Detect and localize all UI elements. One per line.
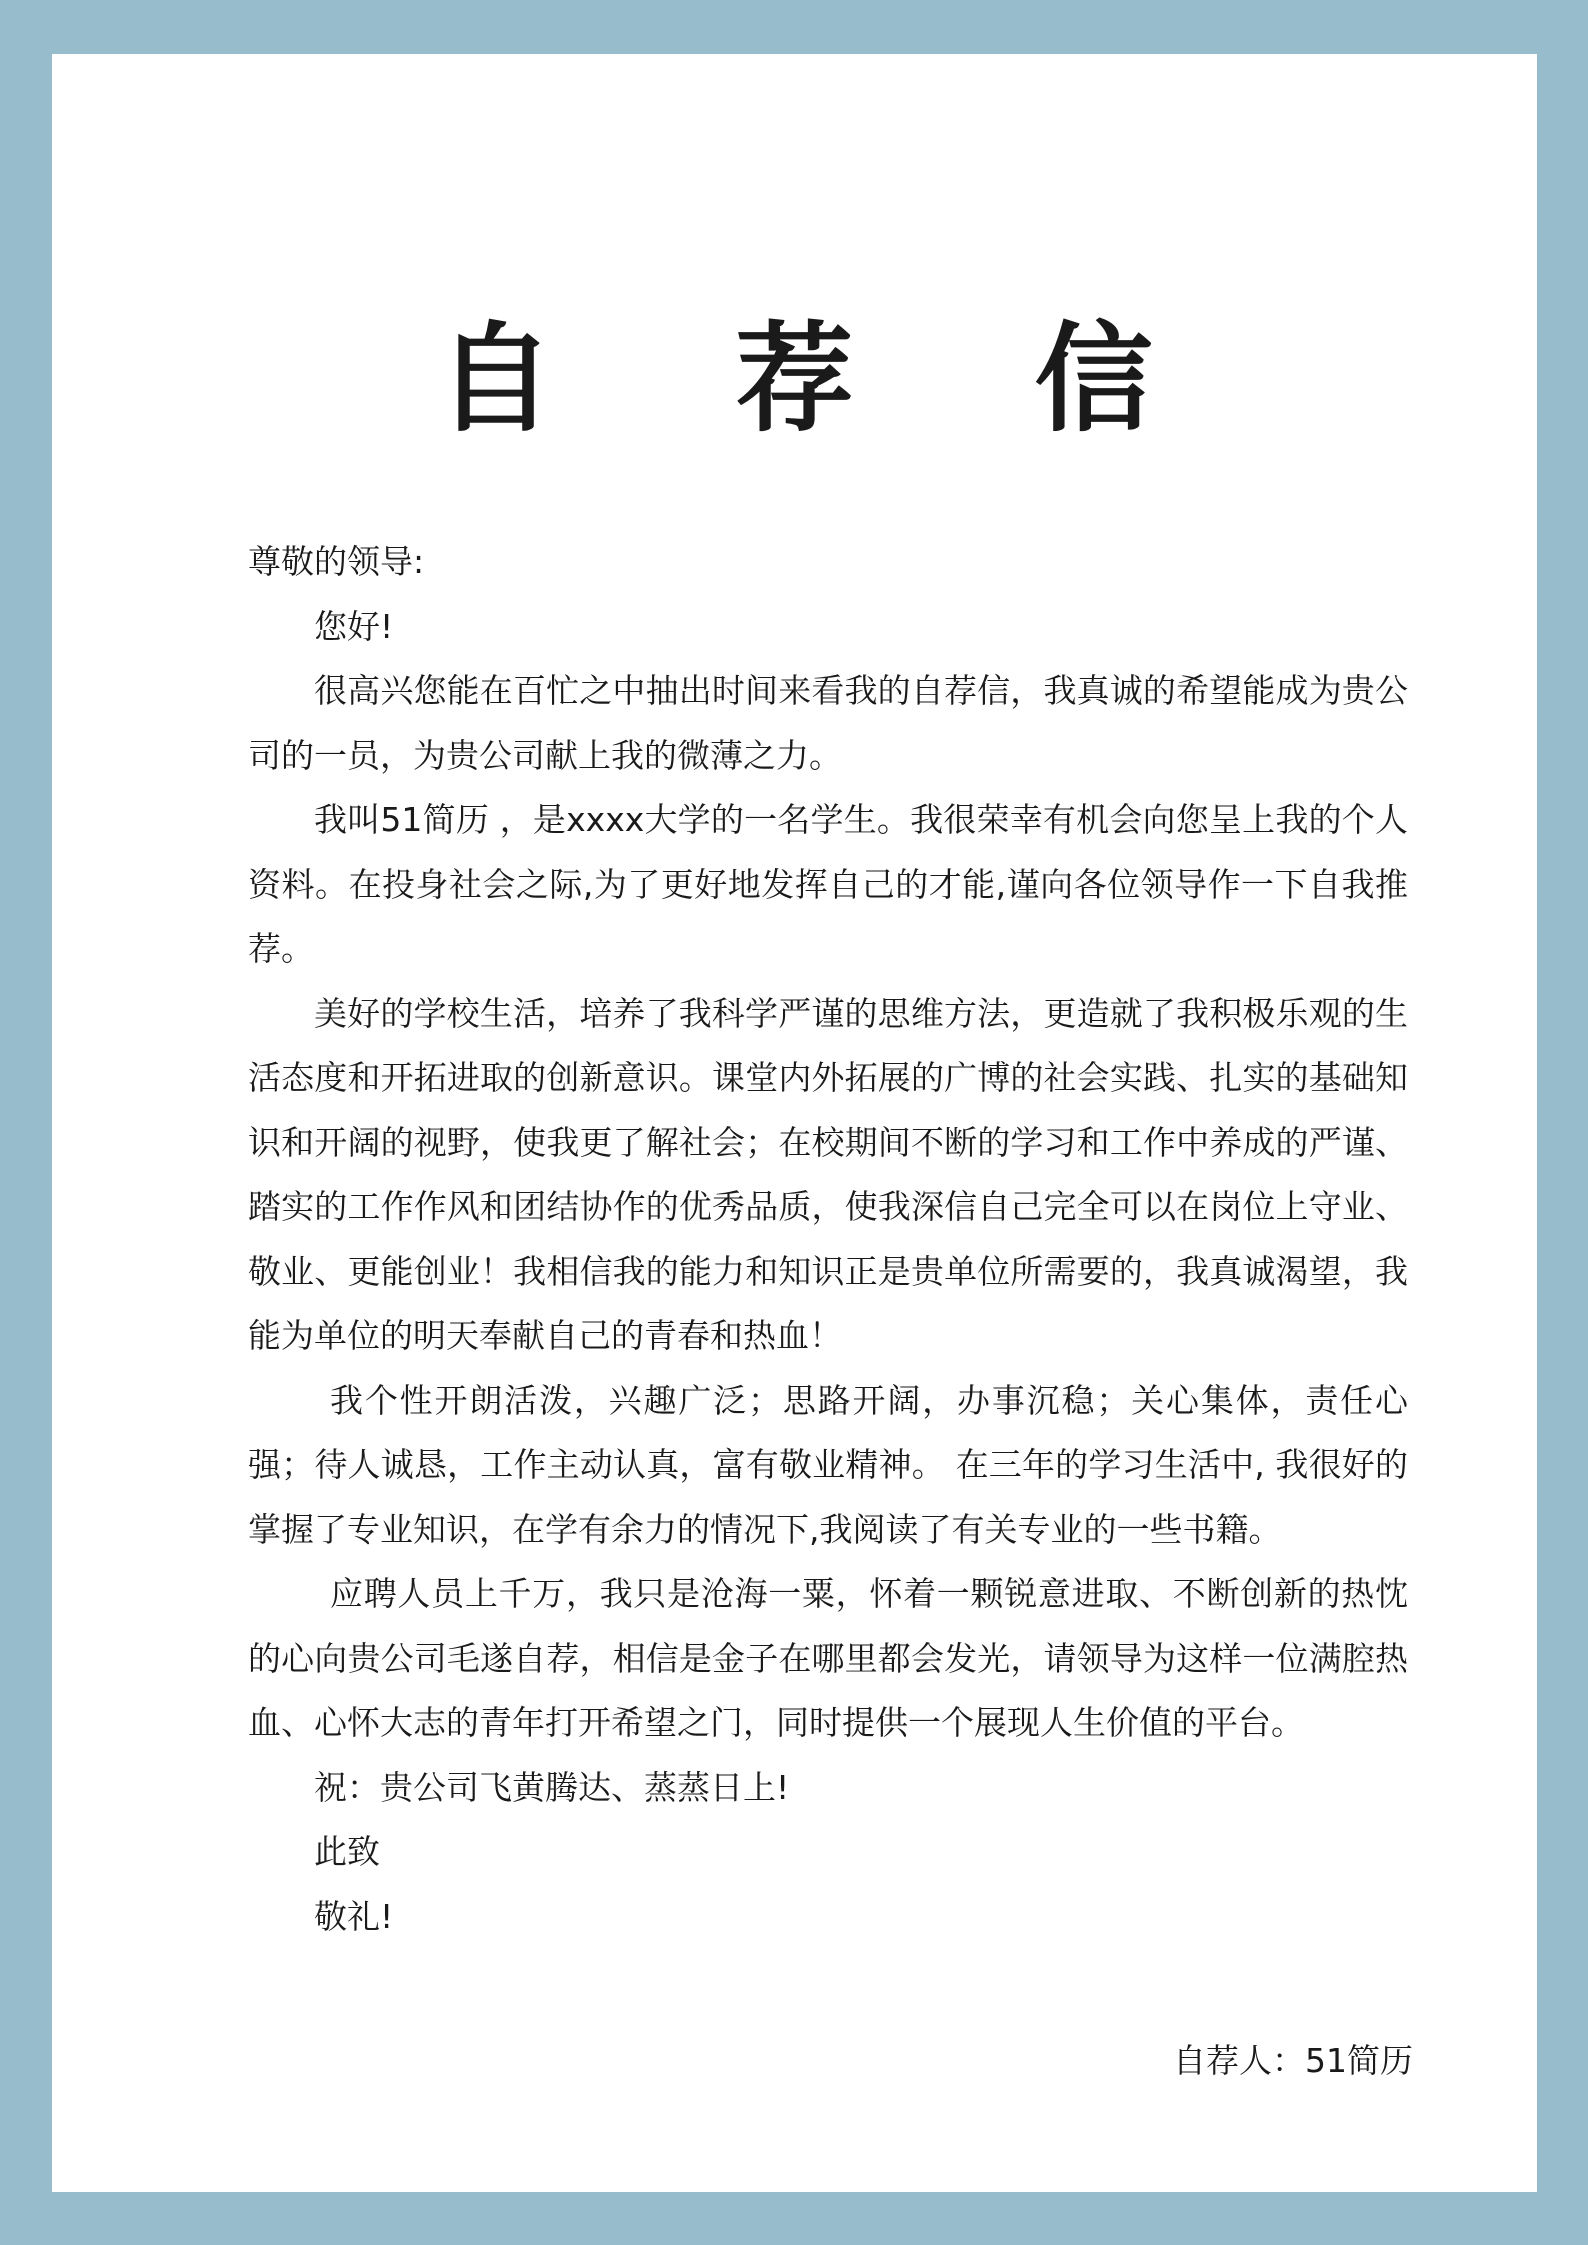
closing-line-2: 敬礼! xyxy=(314,1896,394,1936)
salutation: 尊敬的领导: xyxy=(248,542,425,581)
paragraph-2: 我叫51简历 ，是xxxx大学的一名学生。我很荣幸有机会向您呈上我的个人资料。在投身社会之际,为了更好地发挥自己的才能,谨向各位领导作一下自我推荐。 xyxy=(248,800,1408,968)
wish-line: 祝：贵公司飞黄腾达、蒸蒸日上! xyxy=(314,1767,790,1807)
closing-line-1: 此致 xyxy=(314,1832,380,1871)
letter-page xyxy=(52,54,1537,2192)
signature: 自荐人：51简历 xyxy=(1173,2041,1413,2080)
paragraph-4: 我个性开朗活泼，兴趣广泛；思路开阔，办事沉稳；关心集体，责任心强；待人诚恳，工作主动认真，富有敬业精神。 在三年的学习生活中, 我很好的掌握了专业知识，在学有余力的情况下,我阅读了有关专业的一些书籍。 xyxy=(248,1380,1408,1549)
paragraph-5: 应聘人员上千万，我只是沧海一粟，怀着一颗锐意进取、不断创新的热忱的心向贵公司毛遂自荐，相信是金子在哪里都会发光，请领导为这样一位满腔热血、心怀大志的青年打开希望之门，同时提供一个展现人生价值的平台。 xyxy=(248,1574,1408,1742)
greeting: 您好! xyxy=(314,606,394,646)
document-title: 自 荐 信 xyxy=(436,310,1223,448)
letter-body xyxy=(248,530,1408,1949)
paragraph-3: 美好的学校生活，培养了我科学严谨的思维方法，更造就了我积极乐观的生活态度和开拓进取的创新意识。课堂内外拓展的广博的社会实践、扎实的基础知识和开阔的视野，使我更了解社会；在校期间不断的学习和工作中养成的严谨、踏实的工作作风和团结协作的优秀品质，使我深信自己完全可以在岗位上守业、敬业、更能创业！我相信我的能力和知识正是贵单位所需要的，我真诚渴望，我能为单位的明天奉献自己的青春和热血！ xyxy=(248,993,1408,1355)
paragraph-1: 很高兴您能在百忙之中抽出时间来看我的自荐信，我真诚的希望能成为贵公司的一员，为贵公司献上我的微薄之力。 xyxy=(248,671,1408,775)
